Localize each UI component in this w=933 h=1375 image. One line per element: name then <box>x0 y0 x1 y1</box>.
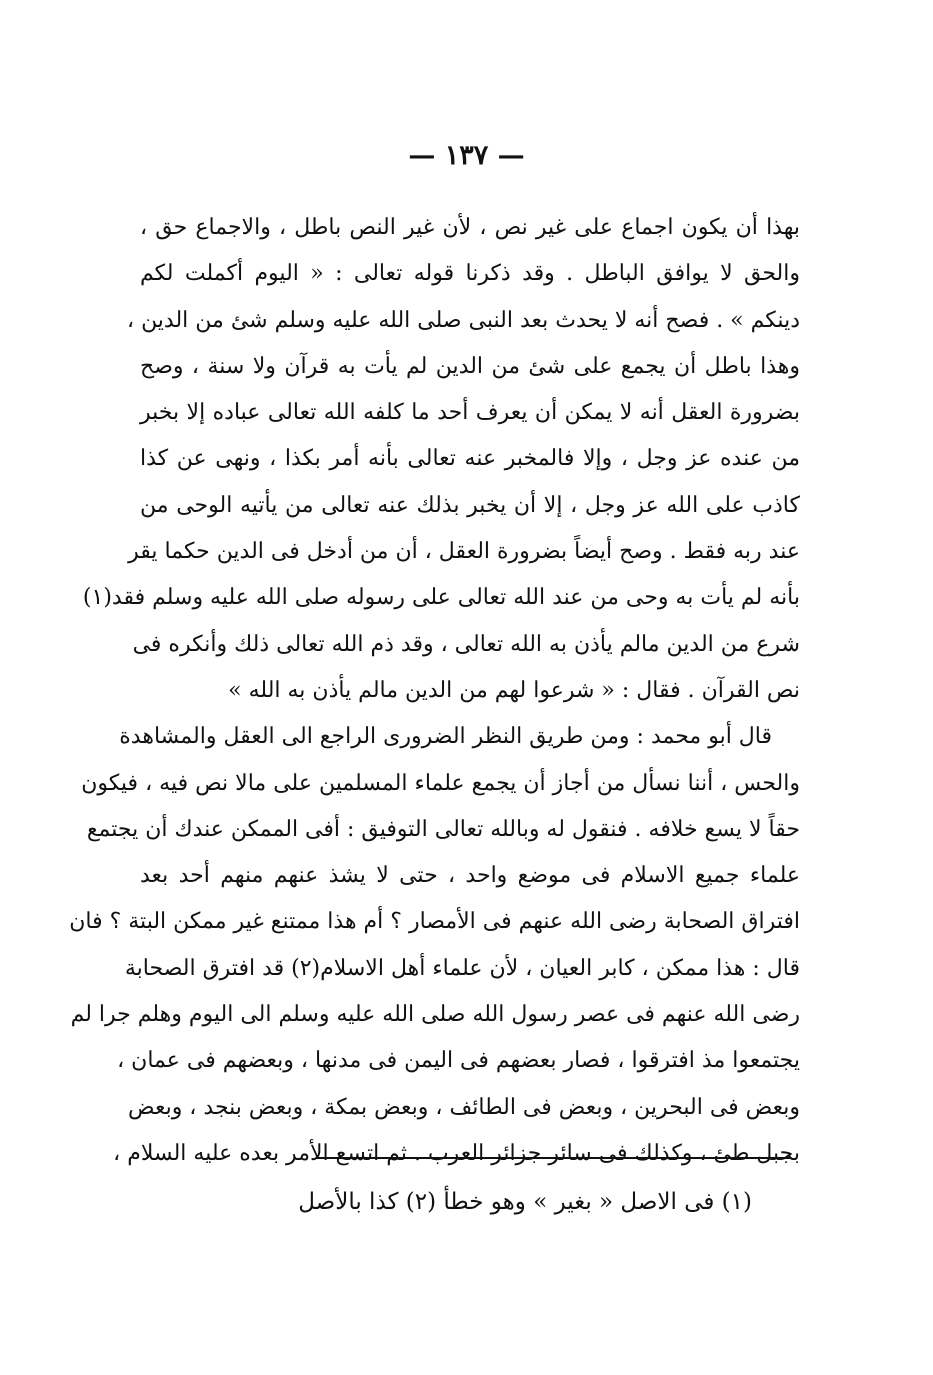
text-line: دينكم » . فصح أنه لا يحدث بعد النبى صلى الله عليه وسلم شئ من الدين ، <box>126 307 800 333</box>
text-line: والحس ، أننا نسأل من أجاز أن يجمع علماء المسلمين على مالا نص فيه ، فيكون <box>81 770 800 796</box>
text-line: من عنده عز وجل ، وإلا فالمخبر عنه تعالى بأنه أمر بكذا ، ونهى عن كذا <box>140 446 800 472</box>
text-line: والحق لا يوافق الباطل . وقد ذكرنا قوله تعالى : « اليوم أكملت لكم <box>140 261 800 287</box>
footnote-divider <box>316 1157 790 1159</box>
text-line: يجتمعوا مذ افترقوا ، فصار بعضهم فى اليمن فى مدنها ، وبعضهم فى عمان ، <box>117 1048 800 1074</box>
page-number: — ١٣٧ — <box>408 140 525 171</box>
text-line: نص القرآن . فقال : « شرعوا لهم من الدين مالم يأذن به الله » <box>228 677 800 703</box>
text-line: بضرورة العقل أنه لا يمكن أن يعرف أحد ما كلفه الله تعالى عباده إلا بخبر <box>140 400 800 426</box>
text-line: بهذا أن يكون اجماع على غير نص ، لأن غير النص باطل ، والاجماع حق ، <box>140 215 800 240</box>
text-line: حقاً لا يسع خلافه . فنقول له وبالله تعالى التوفيق : أفى الممكن عندك أن يجتمع <box>86 816 800 842</box>
text-line: بأنه لم يأت به وحى من عند الله تعالى على رسوله صلى الله عليه وسلم فقد(١) <box>82 585 800 611</box>
text-line: وهذا باطل أن يجمع على شئ من الدين لم يأت به قرآن ولا سنة ، وصح <box>140 353 800 379</box>
text-line: قال أبو محمد : ومن طريق النظر الضرورى الراجع الى العقل والمشاهدة <box>119 724 772 750</box>
text-line: عند ربه فقط . وصح أيضاً بضرورة العقل ، أن من أدخل فى الدين حكما يقر <box>128 539 800 565</box>
text-line: قال : هذا ممكن ، كابر العيان ، لأن علماء أهل الاسلام(٢) قد افترق الصحابة <box>124 955 800 981</box>
text-line: شرع من الدين مالم يأذن به الله تعالى ، وقد ذم الله تعالى ذلك وأنكره فى <box>132 631 800 657</box>
text-line: افتراق الصحابة رضى الله عنهم فى الأمصار ؟ أم هذا ممتنع غير ممكن البتة ؟ فان <box>69 909 800 935</box>
text-line: علماء جميع الاسلام فى موضع واحد ، حتى لا يشذ عنهم منهم أحد بعد <box>140 863 800 889</box>
footnotes: (١) فى الاصل « بغير » وهو خطأ (٢) كذا بالأصل <box>298 1189 752 1215</box>
text-line: بجبل طئ ، وكذلك فى سائر جزائر العرب . ثم اتسع الأمر بعده عليه السلام ، <box>113 1140 800 1166</box>
body-text <box>69 205 800 1177</box>
text-line: وبعض فى البحرين ، وبعض فى الطائف ، وبعض بمكة ، وبعض بنجد ، وبعض <box>128 1094 800 1120</box>
text-line: كاذب على الله عز وجل ، إلا أن يخبر بذلك عنه تعالى من يأتيه الوحى من <box>140 492 800 518</box>
text-line: رضى الله عنهم فى عصر رسول الله صلى الله عليه وسلم الى اليوم وهلم جرا لم <box>70 1002 800 1028</box>
